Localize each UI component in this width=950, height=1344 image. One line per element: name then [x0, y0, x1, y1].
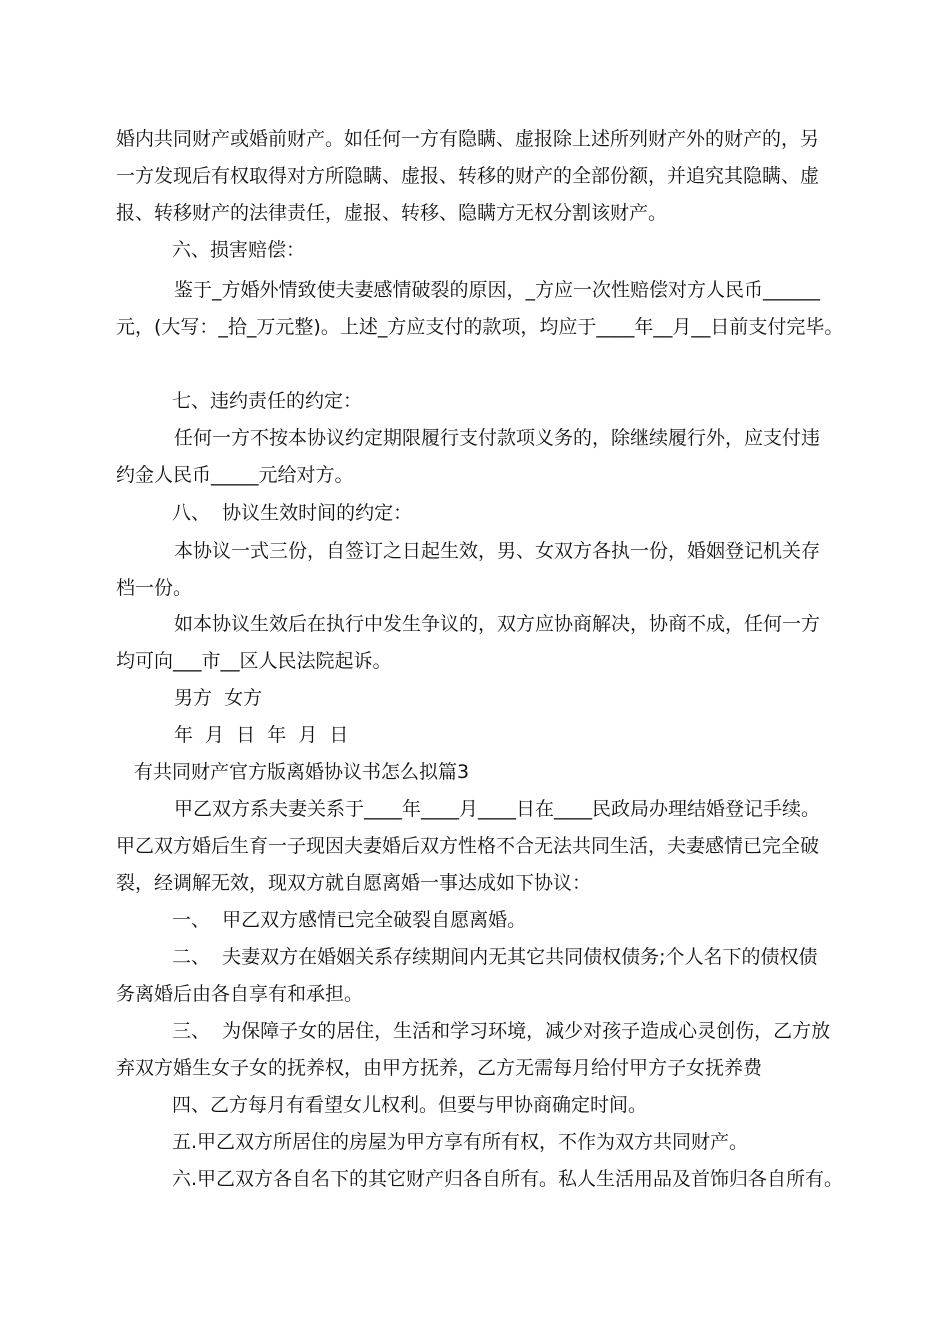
text-line: 鉴于_方婚外情致使夫妻感情破裂的原因，_方应一次性赔偿对方人民币______ — [174, 279, 821, 301]
text-line: 约金人民币_____元给对方。 — [116, 464, 354, 486]
text-line: 婚内共同财产或婚前财产。如任何一方有隐瞒、虚报除上述所列财产外的财产的，另 — [116, 128, 820, 150]
section-heading: 八、 协议生效时间的约定： — [172, 502, 413, 524]
section-heading: 七、违约责任的约定： — [172, 390, 363, 412]
text-line: 弃双方婚生女子女的抚养权，由甲方抚养，乙方无需每月给付甲方子女抚养费 — [116, 1057, 763, 1079]
text-line: 甲乙双方婚后生育一子现因夫妻婚后双方性格不合无法共同生活，夫妻感情已完全破 — [116, 835, 820, 857]
article-title: 有共同财产官方版离婚协议书怎么拟篇3 — [134, 761, 470, 783]
text-line: 甲乙双方系夫妻关系于____年____月____日在____民政局办理结婚登记手续。 — [174, 798, 821, 820]
clause-line: 三、 为保障子女的居住，生活和学习环境，减少对孩子造成心灵创伤，乙方放 — [172, 1020, 831, 1042]
text-line: 本协议一式三份，自签订之日起生效，男、女双方各执一份，婚姻登记机关存 — [174, 540, 821, 562]
text-line: 档一份。 — [116, 577, 193, 599]
section-heading: 六、损害赔偿： — [172, 239, 306, 261]
text-line: 任何一方不按本协议约定期限履行支付款项义务的，除继续履行外，应支付违 — [174, 427, 821, 449]
clause-line: 二、 夫妻双方在婚姻关系存续期间内无其它共同债权债务;个人名下的债权债 — [172, 946, 818, 968]
clause-line: 一、 甲乙双方感情已完全破裂自愿离婚。 — [172, 909, 527, 931]
text-line: 均可向___市__区人民法院起诉。 — [116, 650, 392, 672]
clause-line: 六.甲乙双方各自名下的其它财产归各自所有。私人生活用品及首饰归各自所有。 — [172, 1168, 844, 1190]
clause-line: 五.甲乙双方所居住的房屋为甲方享有所有权，不作为双方共同财产。 — [172, 1131, 749, 1153]
text-line: 如本协议生效后在执行中发生争议的，双方应协商解决，协商不成，任何一方 — [174, 613, 821, 635]
text-line: 务离婚后由各自享有和承担。 — [116, 983, 364, 1005]
text-line: 一方发现后有权取得对方所隐瞒、虚报、转移的财产的全部份额，并追究其隐瞒、虚 — [116, 165, 820, 187]
text-line: 报、转移财产的法律责任，虚报、转移、隐瞒方无权分割该财产。 — [116, 202, 668, 224]
signature-dates: 年 月 日 年 月 日 — [174, 724, 349, 746]
text-line: 元，(大写：_拾_万元整)。上述_方应支付的款项，均应于____年__月__日前支付完毕。 — [116, 316, 844, 338]
text-line: 裂，经调解无效，现双方就自愿离婚一事达成如下协议： — [116, 872, 592, 894]
signature-parties: 男方 女方 — [174, 687, 263, 709]
clause-line: 四、乙方每月有看望女儿权利。但要与甲协商确定时间。 — [172, 1094, 648, 1116]
